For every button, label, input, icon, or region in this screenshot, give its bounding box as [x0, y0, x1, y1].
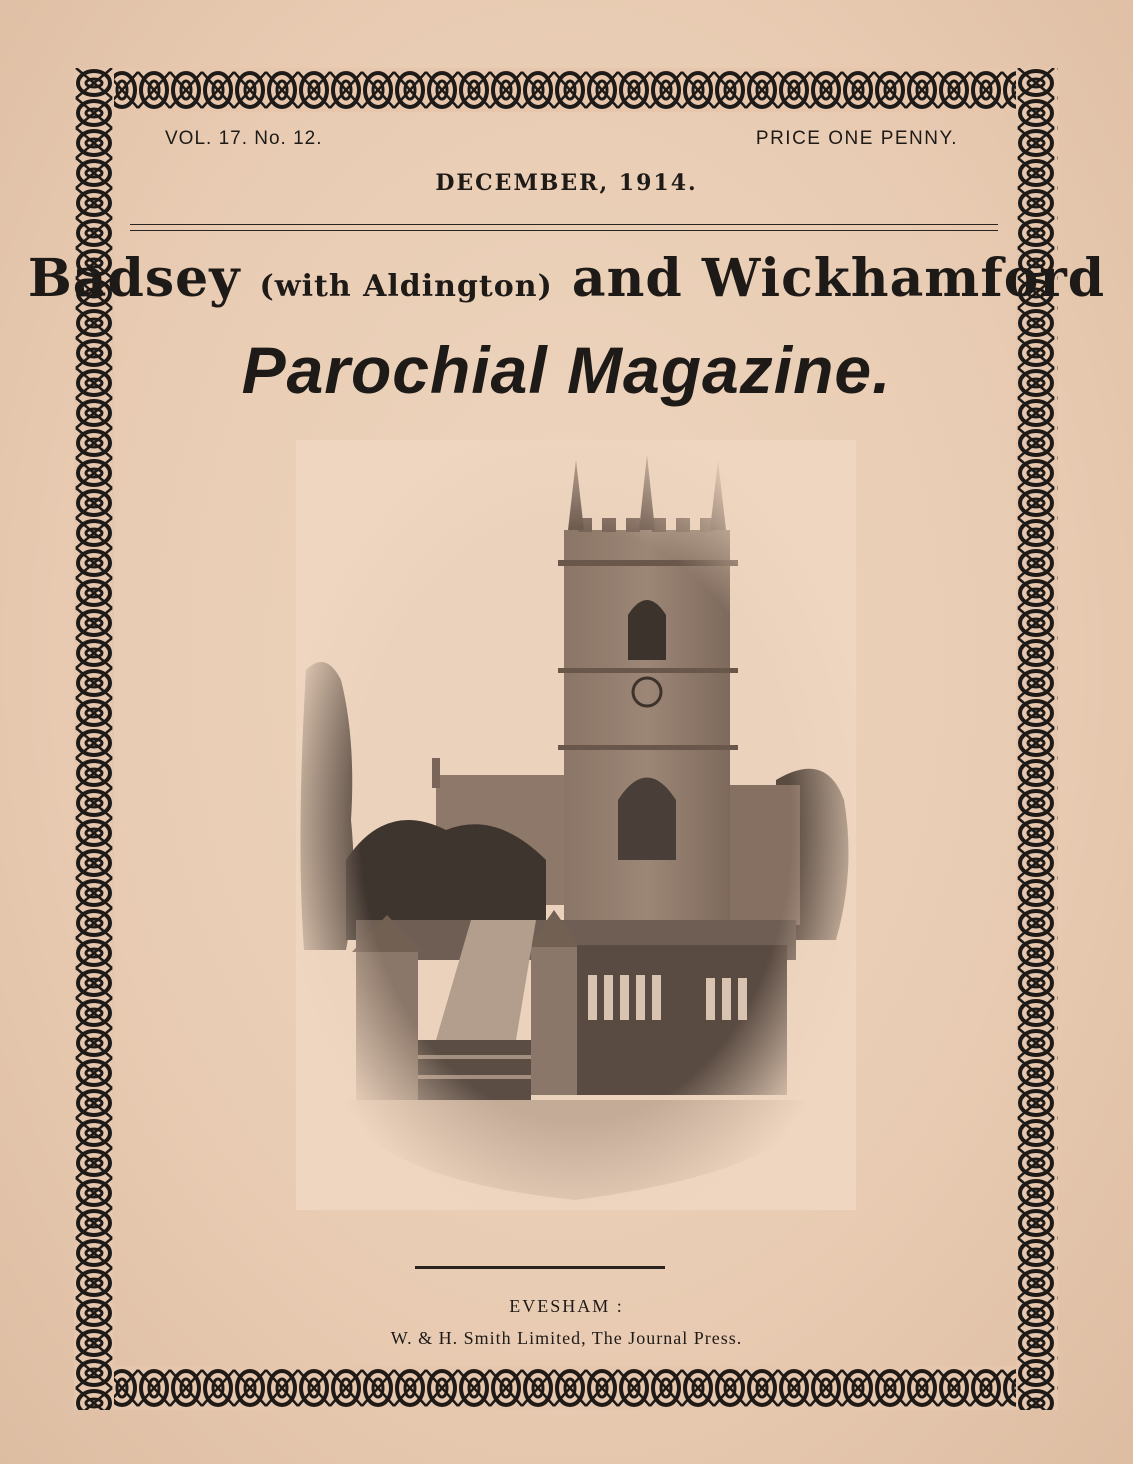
- title-wickhamford: and Wickhamford: [571, 248, 1106, 309]
- price: PRICE ONE PENNY.: [755, 128, 958, 149]
- magazine-title: Parochial Magazine.: [241, 333, 892, 407]
- church-photo: [296, 440, 856, 1210]
- issue-date: DECEMBER, 1914.: [435, 170, 698, 196]
- ornamental-border-bottom: [74, 1366, 1058, 1410]
- imprint-publisher: W. & H. Smith Limited, The Journal Press.: [390, 1328, 743, 1348]
- title-aldington: (with Aldington): [259, 269, 553, 304]
- parish-title: [0, 248, 1133, 309]
- volume-number: VOL. 17. No. 12.: [165, 128, 323, 149]
- ornamental-border-top: [74, 68, 1058, 112]
- imprint-place: EVESHAM :: [509, 1296, 624, 1316]
- rule-divider: [415, 1266, 665, 1269]
- title-badsey: Badsey: [27, 248, 241, 309]
- double-rule-divider: [130, 224, 998, 231]
